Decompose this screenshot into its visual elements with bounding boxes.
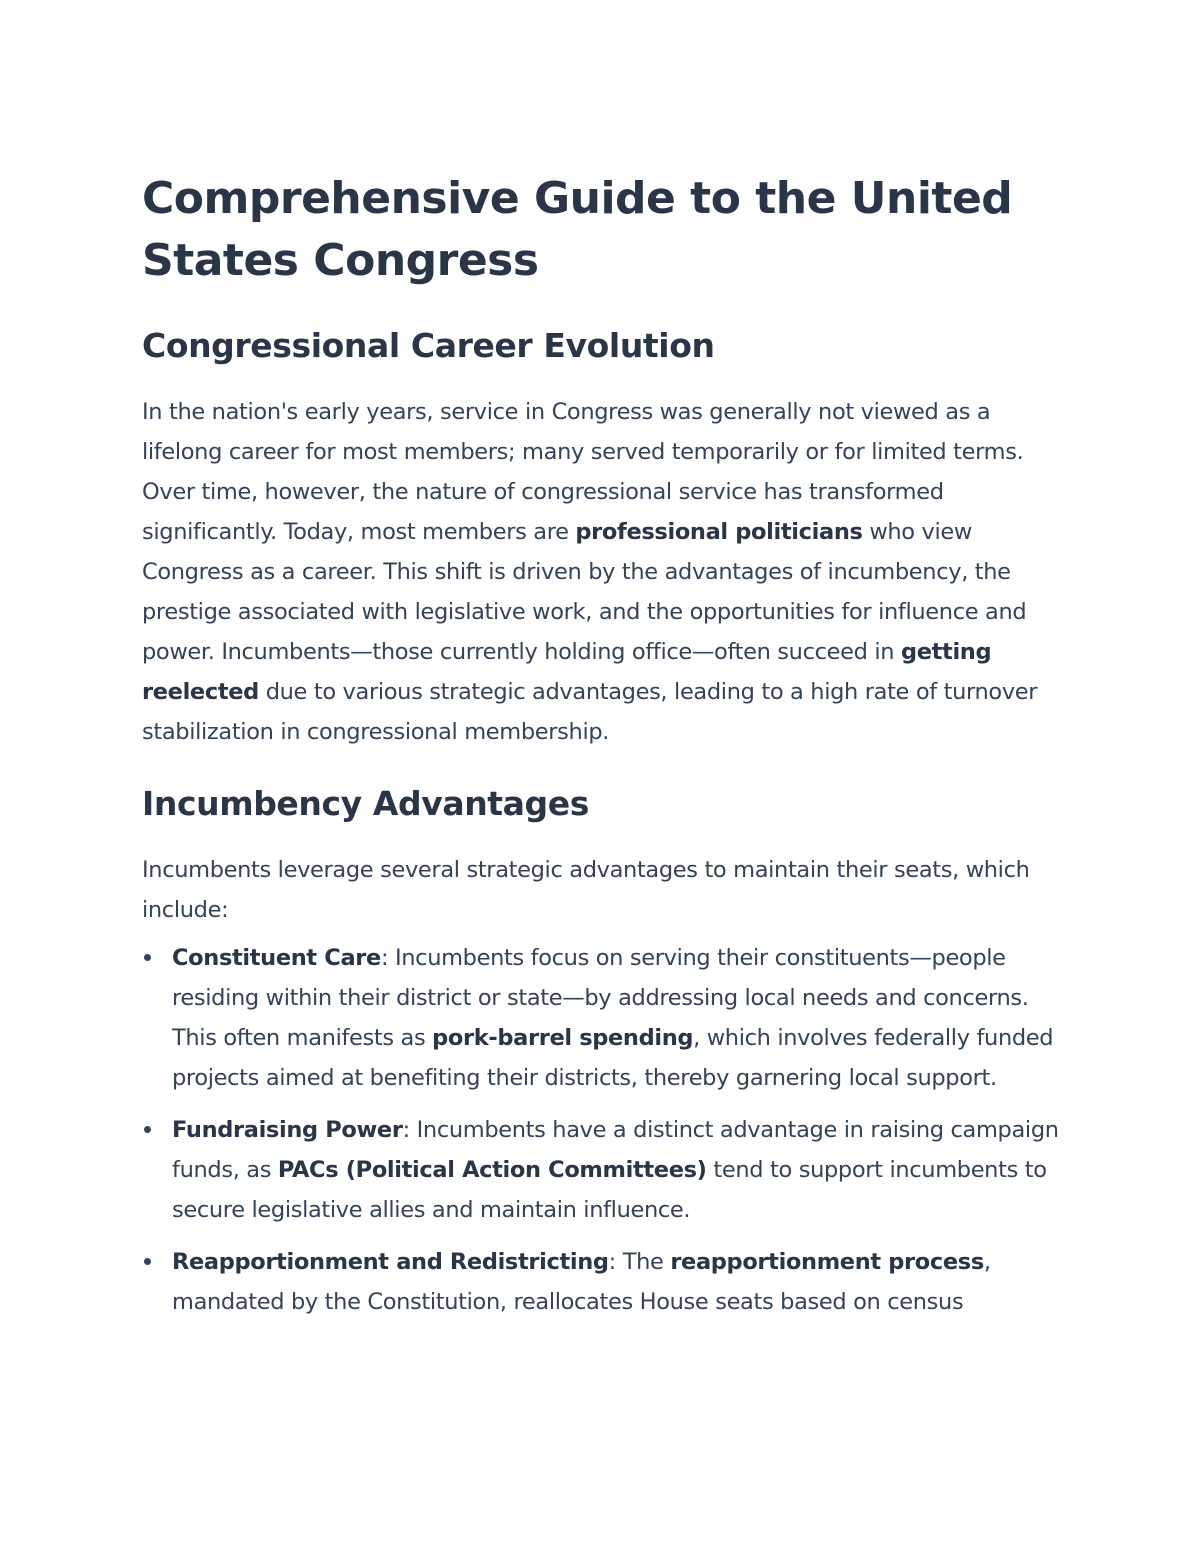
- item-text: : The: [608, 1249, 671, 1275]
- item-text: , mandated by the Constitution, reallocates House seats based on census: [172, 1249, 991, 1315]
- advantages-list: [142, 938, 1062, 1322]
- list-item: [142, 1242, 1062, 1322]
- item-text: tend to support incumbents to secure legislative allies and maintain influence.: [172, 1157, 1047, 1223]
- item-text: : Incumbents focus on serving their constituents—people residing within their district or state—by addressing local needs and concerns. This often manifests as: [172, 945, 1029, 1051]
- bold-term: professional politicians: [575, 519, 863, 545]
- incumbency-intro-paragraph: Incumbents leverage several strategic advantages to maintain their seats, which include:: [142, 857, 1030, 923]
- bold-term: reapportionment process: [670, 1249, 984, 1275]
- paragraph-text: due to various strategic advantages, leading to a high rate of turnover stabilization in congressional membership.: [142, 679, 1038, 745]
- list-item: [142, 938, 1062, 1098]
- bullet-icon: [144, 954, 151, 961]
- section-heading-incumbency-advantages: Incumbency Advantages: [142, 784, 589, 823]
- document-page: [142, 168, 1062, 1334]
- bold-term: PACs (Political Action Committees): [277, 1157, 707, 1183]
- bold-term: getting reelected: [142, 639, 992, 705]
- list-item: [142, 1110, 1062, 1230]
- bullet-icon: [144, 1126, 151, 1133]
- bullet-icon: [144, 1258, 151, 1265]
- bold-term: pork-barrel spending: [432, 1025, 694, 1051]
- paragraph-text: In the nation's early years, service in Congress was generally not viewed as a lifelong career for most members; many served temporarily or for limited terms. Over time, however, the nature of congressional service has transformed significantly. Today, most members are: [142, 399, 1024, 545]
- item-term: Fundraising Power: [172, 1117, 403, 1143]
- item-term: Reapportionment and Redistricting: [172, 1249, 609, 1275]
- item-text: , which involves federally funded projects aimed at benefiting their districts, thereby garnering local support.: [172, 1025, 1054, 1091]
- paragraph-text: who view Congress as a career. This shift is driven by the advantages of incumbency, the prestige associated with legislative work, and the opportunities for influence and power. Incumbents—those currently holding office—often succeed in: [142, 519, 1027, 665]
- item-text: : Incumbents have a distinct advantage in raising campaign funds, as: [172, 1117, 1059, 1183]
- document-title: Comprehensive Guide to the United States Congress: [142, 173, 1013, 286]
- career-evolution-paragraph: [142, 392, 1062, 752]
- item-term: Constituent Care: [172, 945, 381, 971]
- section-heading-career-evolution: Congressional Career Evolution: [142, 326, 715, 365]
